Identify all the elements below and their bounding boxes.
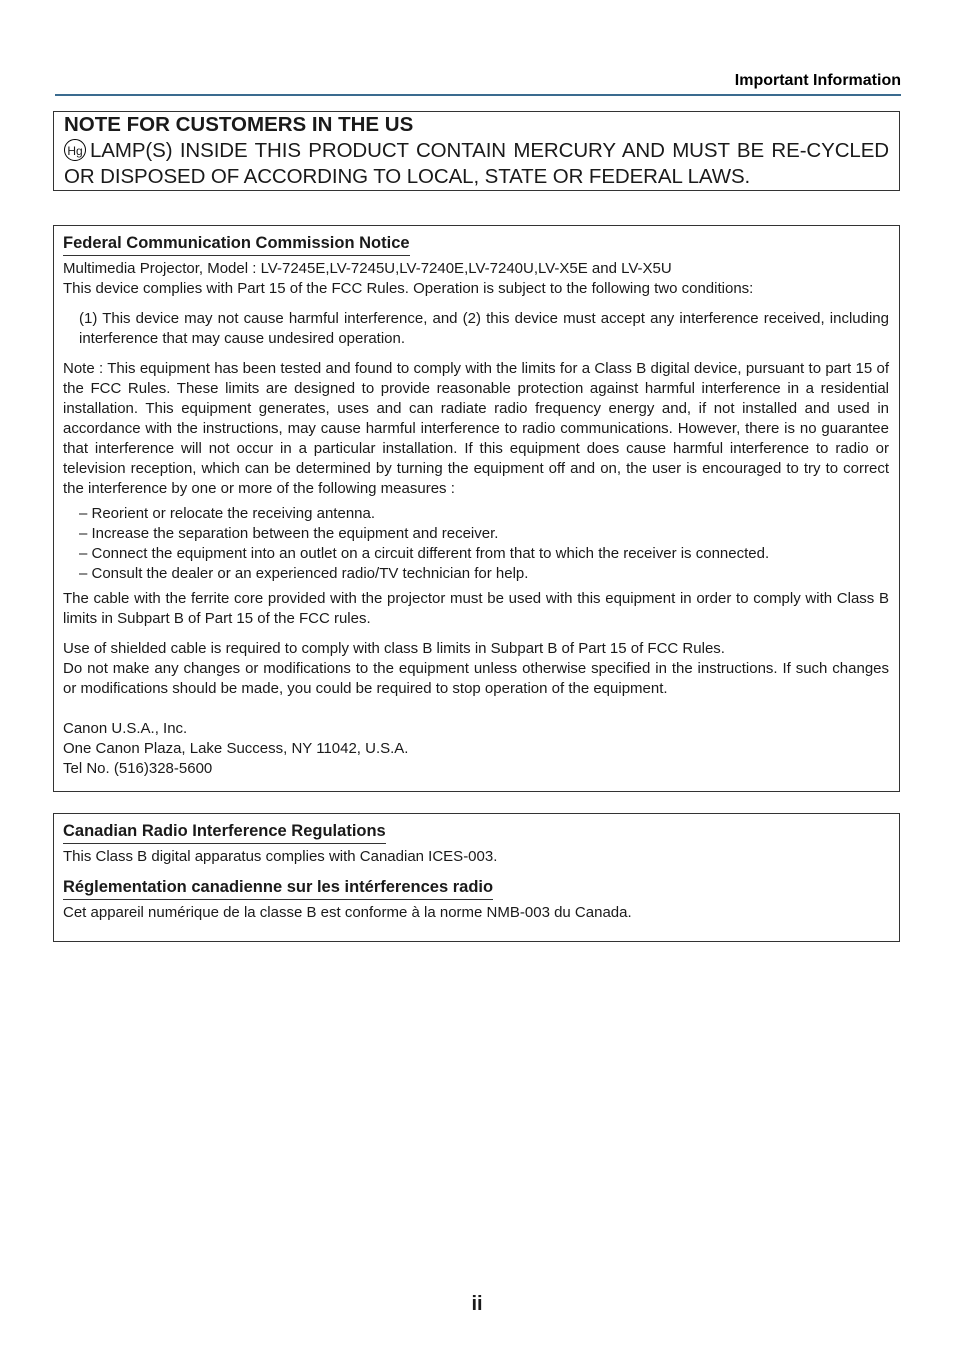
list-item: – Consult the dealer or an experienced radio/TV technician for help. xyxy=(79,565,529,582)
mercury-hg-icon: Hg xyxy=(64,139,86,161)
fcc-notice-box xyxy=(53,225,900,792)
fcc-changes-paragraph: Do not make any changes or modifications to the equipment unless otherwise specified in the instructions. If such changes or modifications should be made, you could be required to stop operation of the equipment. xyxy=(63,660,889,697)
canadian-body-fr: Cet appareil numérique de la classe B est conforme à la norme NMB-003 du Canada. xyxy=(63,904,632,921)
note-body xyxy=(64,138,889,190)
canadian-regulations-box xyxy=(53,813,900,942)
page-number: ii xyxy=(471,1293,483,1315)
fcc-shielded-line: Use of shielded cable is required to comply with class B limits in Subpart B of Part 15 of FCC Rules. xyxy=(63,640,725,657)
header-title: Important Information xyxy=(734,72,901,89)
canon-address xyxy=(63,719,889,779)
note-title: NOTE FOR CUSTOMERS IN THE US xyxy=(64,113,414,136)
address-line: Canon U.S.A., Inc. xyxy=(63,720,188,737)
running-header xyxy=(55,70,901,96)
fcc-compliance-line: This device complies with Part 15 of the FCC Rules. Operation is subject to the following two conditions: xyxy=(63,280,754,297)
fcc-conditions: (1) This device may not cause harmful interference, and (2) this device must accept any interference received, including interference that may cause undesired operation. xyxy=(79,310,889,347)
fcc-title: Federal Communication Commission Notice xyxy=(63,232,410,256)
canadian-title-en: Canadian Radio Interference Regulations xyxy=(63,820,386,844)
list-item: – Connect the equipment into an outlet on a circuit different from that to which the receiver is connected. xyxy=(79,545,770,562)
fcc-model-line: Multimedia Projector, Model : LV-7245E,LV-7245U,LV-7240E,LV-7240U,LV-X5E and LV-X5U xyxy=(63,260,672,277)
fcc-cable-paragraph: The cable with the ferrite core provided with the projector must be used with this equipment in order to comply with Class B limits in Subpart B of Part 15 of the FCC rules. xyxy=(63,590,889,627)
canadian-title-fr: Réglementation canadienne sur les intérferences radio xyxy=(63,876,493,900)
canadian-body-en: This Class B digital apparatus complies with Canadian ICES-003. xyxy=(63,848,498,865)
fcc-note-paragraph: Note : This equipment has been tested and found to comply with the limits for a Class B digital device, pursuant to part 15 of the FCC Rules. These limits are designed to provide reasonable protection against harmful interference in a residential installation. This equipment generates, uses and can radiate radio frequency energy and, if not installed and used in accordance with the instructions, may cause harmful interference to radio communications. However, there is no guarantee that interference will not occur in a particular installation. If this equipment does cause harmful interference to radio or television reception, which can be determined by turning the equipment off and on, the user is encouraged to try to correct the interference by one or more of the following measures : xyxy=(63,360,889,497)
us-customer-note-box xyxy=(53,111,900,191)
list-item: – Reorient or relocate the receiving antenna. xyxy=(79,505,376,522)
address-line: Tel No. (516)328-5600 xyxy=(63,760,213,777)
note-body-text: LAMP(S) INSIDE THIS PRODUCT CONTAIN MERCURY AND MUST BE RE-CYCLED OR DISPOSED OF ACCORDING TO LOCAL, STATE OR FEDERAL LAWS. xyxy=(64,139,889,188)
list-item: – Increase the separation between the equipment and receiver. xyxy=(79,525,499,542)
address-line: One Canon Plaza, Lake Success, NY 11042, U.S.A. xyxy=(63,740,409,757)
fcc-measures-list xyxy=(63,504,889,584)
